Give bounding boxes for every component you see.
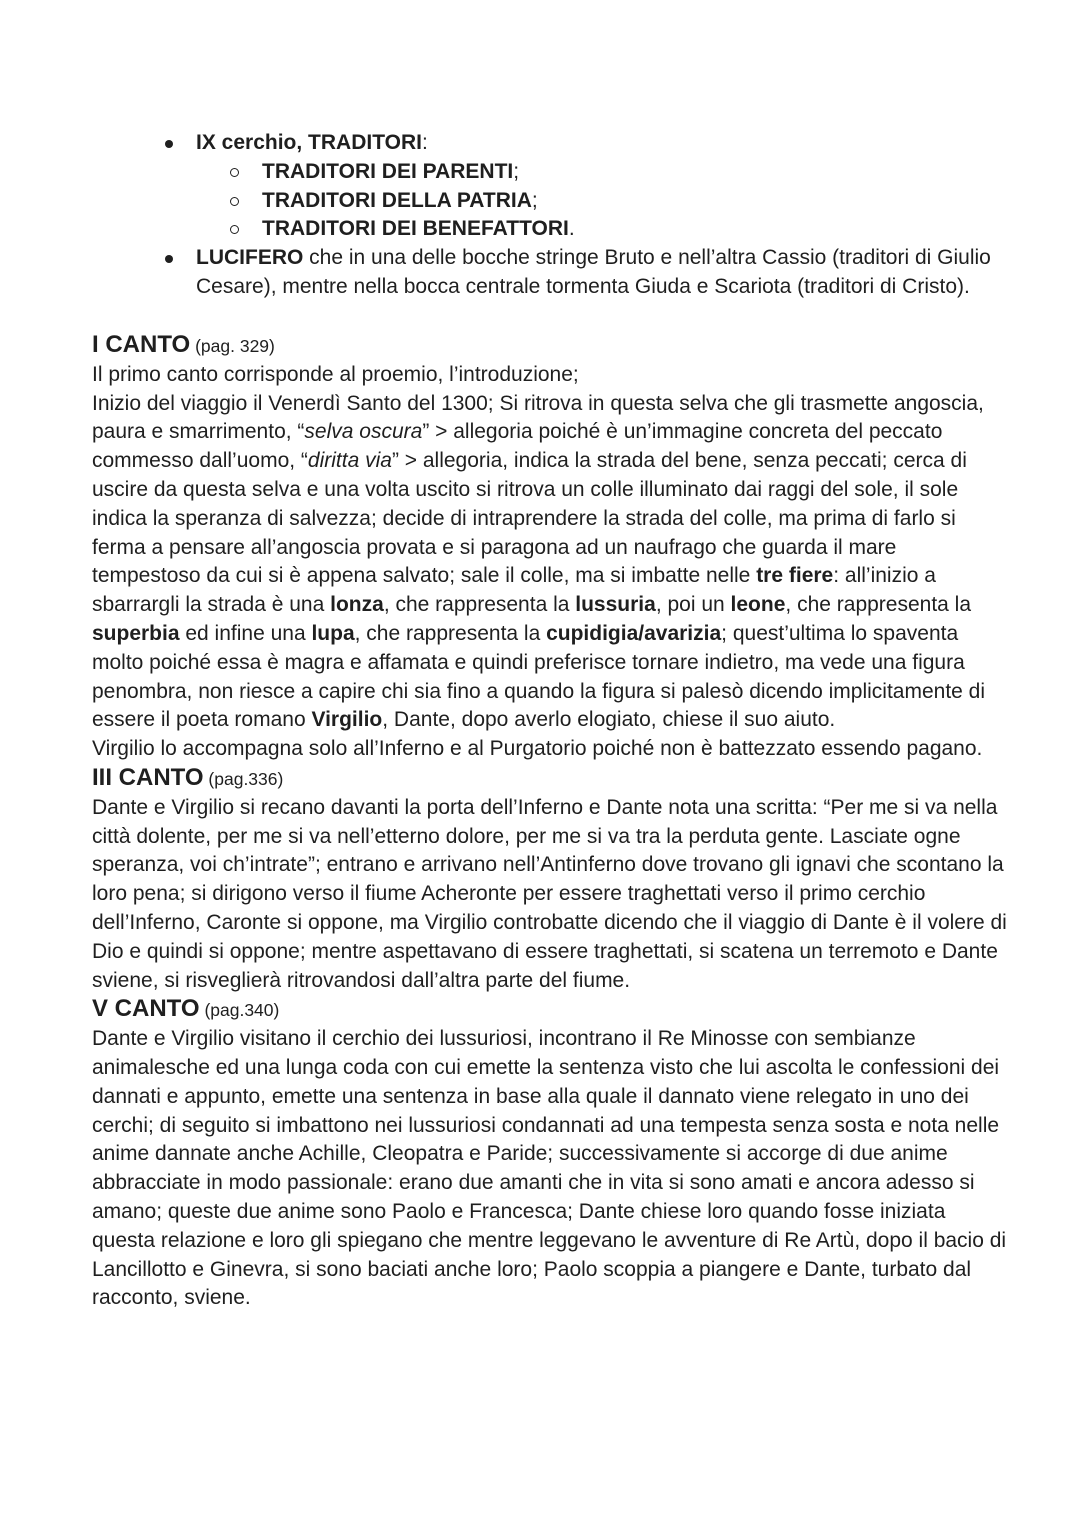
sub-bullet-item — [0, 187, 1080, 216]
page-reference: (pag.340) — [199, 1000, 280, 1021]
sub-bullet-item — [0, 158, 1080, 187]
text-run: ” > allegoria, indica la strada del bene, senza peccati; cerca di uscire da questa selva e una volta uscito si ritrova un colle illuminato dai raggi del sole, il sole indica la speranza di salvezza; decide di intraprendere la strada del colle, ma prima di farlo si ferma a pensare all’angoscia provata e si paragona ad un naufrago che guarda il mare tempestoso da cui si è appena salvato; sale il colle, ma si imbatte nelle — [92, 449, 967, 588]
canto-5-summary: Dante e Virgilio visitano il cerchio dei lussuriosi, incontrano il Re Minosse con sembianze animalesche ed una lunga coda con cui emette la sentenza visto che lui ascolta le confessioni dei dannati e appunto, emette una sentenza in base alla quale il dannato viene relegato in uno dei cerchi; di seguito si imbattono nei lussuriosi condannati ad una tempesta senza sosta e nota nelle anime dannate anche Achille, Cleopatra e Paride; successivamente si accorge di due anime abbracciate in modo passionale: erano due amanti che in vita si sono amati e ancora adesso si amano; queste due anime sono Paolo e Francesca; Dante chiese loro quando fosse iniziata questa relazione e loro gli spiegano che mentre leggevano le avventure di Re Artù, dopo il bacio di Lancillotto e Ginevra, si sono baciati anche loro; Paolo scoppia a piangere e Dante, turbato dal racconto, sviene. — [92, 1027, 1007, 1310]
bullet-circle-icon — [230, 168, 239, 177]
bullet-list — [0, 129, 1080, 302]
canto-1-intro: Il primo canto corrisponde al proemio, l’introduzione; — [92, 362, 579, 386]
text-run: , poi un — [655, 593, 731, 617]
bullet-item-lucifero — [0, 244, 996, 302]
bullet-colon: : — [422, 131, 428, 154]
sub-bullet-label: TRADITORI DEI BENEFATTORI — [262, 217, 569, 241]
bullet-circle-icon — [230, 225, 239, 234]
canto-5-heading — [92, 995, 1007, 1025]
section-title: I CANTO — [92, 331, 191, 358]
sub-bullet-punct: . — [568, 217, 575, 241]
bold-term: lupa — [311, 621, 355, 645]
italic-term: selva oscura — [304, 420, 423, 444]
canto-1-heading — [92, 331, 1007, 361]
italic-term: diritta via — [307, 449, 392, 473]
sub-bullet-label: TRADITORI DEI PARENTI — [262, 159, 514, 183]
bullet-circle-icon — [230, 197, 239, 206]
text-run: ; quest’ultima lo spaventa molto poiché essa è magra e affamata e quindi preferisce tornare indietro, ma vede una figura penombra, non riesce a capire chi sia fino a quando la figura si palesò dicendo implicitamente di essere il poeta romano — [92, 621, 986, 732]
page-reference: (pag.336) — [203, 768, 284, 789]
main-text — [92, 331, 1007, 1313]
bullet-text: che in una delle bocche stringe Bruto e nell’altra Cassio (traditori di Giulio Cesare), mentre nella bocca centrale tormenta Giuda e Scariota (traditori di Cristo). — [196, 246, 991, 298]
text-run: : all’inizio a sbarrargli la strada è una — [92, 564, 936, 617]
text-run: ed infine una — [179, 621, 312, 645]
sub-bullet-punct: ; — [531, 188, 538, 212]
bullet-label: IX cerchio, TRADITORI — [196, 131, 422, 154]
sub-bullet-item — [0, 215, 1080, 244]
bold-term: Virgilio — [311, 708, 383, 732]
bold-term: tre fiere — [756, 564, 834, 588]
text-run: , che rappresenta la — [354, 621, 547, 645]
canto-1-summary — [92, 390, 1007, 736]
text-run: ” > allegoria poiché è un’immagine concreta del peccato commesso dall’uomo, “ — [92, 420, 943, 473]
text-run: Inizio del viaggio il Venerdì Santo del 1300; Si ritrova in questa selva che gli trasmette angoscia, paura e smarrimento, “ — [92, 391, 984, 444]
bold-term: cupidigia/avarizia — [546, 621, 722, 645]
text-run: , che rappresenta la — [785, 593, 972, 617]
page-reference: (pag. 329) — [190, 336, 275, 356]
text-run: , Dante, dopo averlo elogiato, chiese il suo aiuto. — [382, 708, 836, 732]
bullet-dot-icon — [165, 255, 173, 263]
section-title: V CANTO — [92, 995, 200, 1023]
bold-term: lussuria — [575, 593, 656, 617]
bold-term: lonza — [330, 593, 384, 617]
bullet-label: LUCIFERO — [196, 246, 304, 270]
bold-term: leone — [730, 593, 786, 617]
sub-bullet-punct: ; — [513, 159, 520, 183]
text-run: , che rappresenta la — [383, 593, 576, 617]
bullet-dot-icon — [165, 140, 173, 148]
canto-1-note: Virgilio lo accompagna solo all’Inferno e al Purgatorio poiché non è battezzato essendo pagano. — [92, 737, 983, 761]
bold-term: superbia — [92, 621, 180, 645]
bullet-item-ix-cerchio — [0, 129, 996, 158]
sub-bullet-label: TRADITORI DELLA PATRIA — [262, 188, 532, 212]
canto-3-summary: Dante e Virgilio si recano davanti la porta dell’Inferno e Dante nota una scritta: “Per me si va nella città dolente, per me si va nell’etterno dolore, per me si va tra la perduta gente. Lasciate ogne speranza, voi ch’intrate”; entrano e arrivano nell’Antinferno dove trovano gli ignavi che scontano la loro pena; si dirigono verso il fiume Acheronte per essere traghettati verso il primo cerchio dell’Inferno, Caronte si oppone, ma Virgilio controbatte dicendo che il viaggio di Dante è il volere di Dio e quindi si oppone; mentre aspettavano di essere traghettati, si scatena un terremoto e Dante sviene, si risveglierà ritrovandosi dall’altra parte del fiume. — [92, 795, 1007, 992]
section-title: III CANTO — [92, 763, 204, 791]
canto-3-heading — [92, 764, 1007, 794]
